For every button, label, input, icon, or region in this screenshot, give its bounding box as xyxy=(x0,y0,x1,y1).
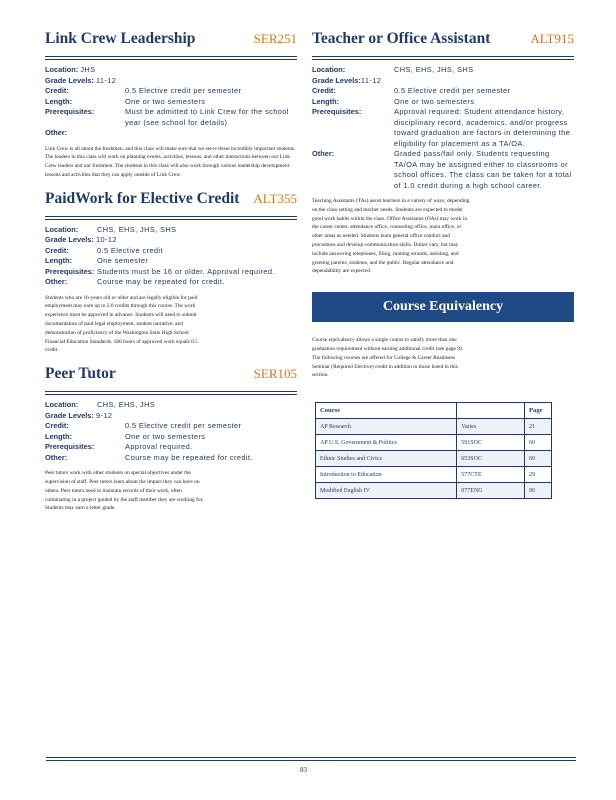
right-column xyxy=(312,30,574,499)
grade-label: Grade Levels: xyxy=(312,75,361,85)
grade-value: 10-12 xyxy=(95,235,117,245)
prereq-label: Prerequisites: xyxy=(312,107,362,116)
other-label: Other: xyxy=(45,128,68,137)
table-row xyxy=(316,435,552,451)
prereq-value: Must be admitted to Link Crew for the school year (see school for details) xyxy=(125,107,289,127)
table-row xyxy=(316,467,552,483)
cell-code: 577CTE xyxy=(457,467,525,483)
course-header xyxy=(45,190,297,214)
credit-value: 0.5 Elective credit per semester xyxy=(394,86,511,95)
cell-page: 60 xyxy=(525,435,552,451)
course-info xyxy=(45,225,297,288)
course-paid-work xyxy=(45,190,297,356)
location-value: JHS xyxy=(80,65,96,74)
prereq-value: Approval required: Student attendance history, disciplinary record, academics, and/or progress toward graduation are factors in determining the eligibility for placement as a TA/OA. xyxy=(394,107,571,148)
divider xyxy=(45,56,297,60)
course-teacher-office-assistant xyxy=(312,30,574,276)
cell-page: 29 xyxy=(525,467,552,483)
length-label: Length: xyxy=(45,256,73,266)
prereq-label: Prerequisites: xyxy=(45,442,95,452)
credit-label: Credit: xyxy=(312,86,336,95)
equivalency-table xyxy=(315,402,552,499)
course-header xyxy=(312,30,574,54)
footer-rule-bottom xyxy=(46,760,576,761)
grade-value: 11-12 xyxy=(95,75,117,85)
course-info xyxy=(45,65,297,139)
length-label: Length: xyxy=(312,96,340,106)
grade-value: 9-12 xyxy=(95,410,113,420)
banner-title: Course Equivalency xyxy=(382,299,504,315)
prereq-label: Prerequisites: xyxy=(45,266,95,276)
course-code: ALT355 xyxy=(253,190,297,206)
course-equivalency-banner xyxy=(312,292,574,322)
course-description: Peer tutors work with other students on special objectives under the supervision of staff. Peer tutors learn about the impact they can have on others. Peer tutors need to maintain records of their work, often culminating in a project guided by the staff member they are working for. Students may earn a letter grade. xyxy=(45,470,204,512)
page-number: 83 xyxy=(300,766,307,774)
length-label: Length: xyxy=(45,96,73,106)
header-code xyxy=(457,403,525,419)
other-value: Graded pass/fail only. Students requesting TA/OA may be assigned either to classrooms or school offices. The class can be taken for a total of 1.0 credit during a high school career. xyxy=(394,149,572,190)
location-value: CHS, EHS, JHS, SHS xyxy=(97,224,177,234)
cell-page: 60 xyxy=(525,451,552,467)
grade-label: Grade Levels: xyxy=(45,75,94,85)
other-label: Other: xyxy=(312,149,335,158)
location-label: Location: xyxy=(45,400,79,410)
grade-label: Grade Levels: xyxy=(45,410,94,420)
location-label: Location: xyxy=(45,65,79,74)
table-header-row xyxy=(316,403,552,419)
course-description: Teaching Assistants (TAs) assist teachers in a variety of ways, depending on the class setting and teacher needs. Students are expected to model good work habits within the class. Office Assistants (OAs) may work in the career center, attendance office, counseling office, main office, or other areas as needed. Students learn general office conduct and procedures and develop communication skills. Duties vary, but may include answering telephones, filing, running errands, assisting, and greeting parents, students, and the public. Regular attendance and dependability are expected. xyxy=(312,198,470,275)
cell-course: Introduction to Education xyxy=(316,467,457,483)
course-description: Students who are 16-years old or older and are legally eligible for paid employment may earn up to 2.0 credits through this course. The work experience must be approved in advance. Students will need to submit documentation of paid legal employment, student narrative, and demonstration of proficiency of the Washington State High School Financial Education Standards. 180 hours of approved work equals 0.5 credit. xyxy=(45,294,198,354)
credit-label: Credit: xyxy=(45,421,69,431)
cell-page: 90 xyxy=(525,483,552,499)
other-label: Other: xyxy=(45,277,68,287)
location-value: CHS, EHS, JHS, SHS xyxy=(394,65,474,74)
course-info xyxy=(312,65,574,191)
course-header xyxy=(45,365,297,389)
header-page: Page xyxy=(525,403,552,419)
location-label: Location: xyxy=(45,224,79,234)
location-label: Location: xyxy=(312,65,346,74)
course-code: SER251 xyxy=(253,31,297,46)
length-value: One or two semesters xyxy=(394,96,475,106)
header-course: Course xyxy=(316,403,457,419)
other-value: Course may be repeated for credit. xyxy=(125,452,253,462)
location-value: CHS, EHS, JHS xyxy=(97,400,156,410)
other-label: Other: xyxy=(45,452,68,462)
credit-value: 0.5 Elective credit per semester xyxy=(125,86,242,95)
cell-course: Ethnic Studies and Civics xyxy=(316,451,457,467)
credit-value: 0.5 Elective credit xyxy=(97,245,163,255)
course-title: PaidWork for Elective Credit xyxy=(45,189,240,207)
left-column xyxy=(45,30,297,523)
other-value xyxy=(125,128,297,139)
equivalency-description: Course equivalency allows a single course to satisfy more than one graduation requirement without earning additional credit (see page 9). The following courses are offered for College & Career Readiness Seminar (Required Elective) credit in addition to those listed in this section. xyxy=(312,337,464,379)
prereq-label: Prerequisites: xyxy=(45,107,95,116)
cell-code: 653SOC xyxy=(457,451,525,467)
length-value: One or two semesters xyxy=(125,431,206,441)
course-info xyxy=(45,400,297,463)
length-value: One or two semesters xyxy=(125,96,206,106)
course-title: Link Crew Leadership xyxy=(45,30,196,47)
table-row xyxy=(316,483,552,499)
course-link-crew xyxy=(45,30,297,180)
grade-value: 11-12 xyxy=(360,75,382,85)
cell-code: Varies xyxy=(457,419,525,435)
prereq-value: Students must be 16 or older. Approval required. xyxy=(97,266,275,276)
course-code: ALT915 xyxy=(530,31,574,46)
table-row xyxy=(316,451,552,467)
credit-label: Credit: xyxy=(45,86,69,95)
cell-code: 077ENG xyxy=(457,483,525,499)
table-row xyxy=(316,419,552,435)
prereq-value: Approval required. xyxy=(125,442,193,452)
course-description: Link Crew is all about the freshmen, and this class will make sure that we serve those incredibly important students. The leaders in this class will work on planning events, activities, lessons, and other interactions between our Link Crew leaders and our freshmen. The students in this class will also work through various leadership development lessons and activities that they can apply outside of Link Crew. xyxy=(45,145,296,178)
grade-label: Grade Levels: xyxy=(45,235,94,245)
length-label: Length: xyxy=(45,431,73,441)
divider xyxy=(45,391,297,395)
course-title: Teacher or Office Assistant xyxy=(312,30,491,47)
credit-value: 0.5 Elective credit per semester xyxy=(125,421,242,431)
other-value: Course may be repeated for credit. xyxy=(97,277,225,287)
divider xyxy=(312,56,574,60)
credit-label: Credit: xyxy=(45,245,69,255)
course-title: Peer Tutor xyxy=(45,365,116,383)
course-header xyxy=(45,30,297,54)
cell-code: 591SOC xyxy=(457,435,525,451)
cell-course: AP U.S. Government & Politics xyxy=(316,435,457,451)
length-value: One semester xyxy=(97,256,149,266)
cell-course: AP Research xyxy=(316,419,457,435)
cell-page: 21 xyxy=(525,419,552,435)
divider xyxy=(45,216,297,220)
course-peer-tutor xyxy=(45,365,297,513)
cell-course: Modified English IV xyxy=(316,483,457,499)
course-code: SER105 xyxy=(253,366,297,382)
footer-rule-top xyxy=(46,757,576,758)
